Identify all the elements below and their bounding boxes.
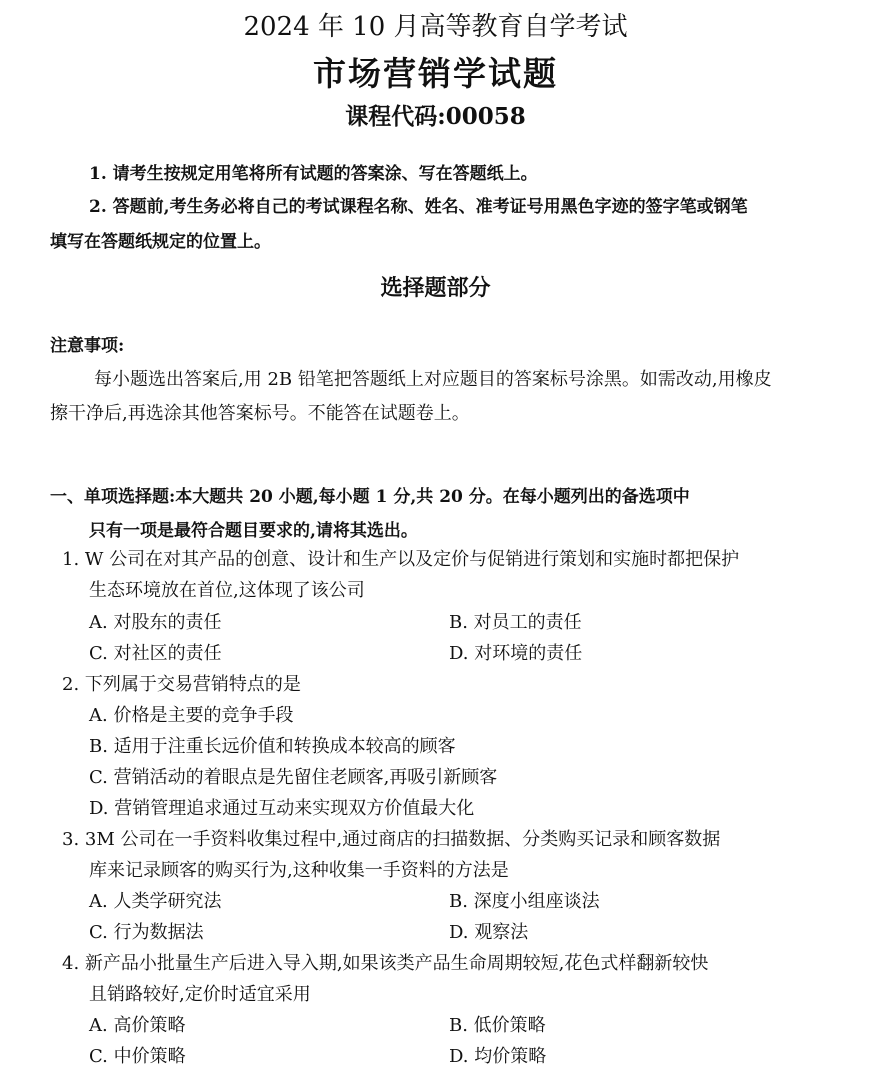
question-4-option-d: D. 均价策略 <box>449 1046 547 1067</box>
notice-line-2: 擦干净后,再选涂其他答案标号。不能答在试题卷上。 <box>50 403 470 424</box>
notice-heading: 注意事项: <box>50 336 125 356</box>
instruction-2-continued: 填写在答题纸规定的位置上。 <box>50 232 271 252</box>
part-one-heading-continued: 只有一项是最符合题目要求的,请将其选出。 <box>89 521 418 541</box>
question-4-option-a: A. 高价策略 <box>89 1015 186 1036</box>
question-2-stem: 2. 下列属于交易营销特点的是 <box>62 674 301 695</box>
question-2-option-a: A. 价格是主要的竞争手段 <box>89 705 294 726</box>
question-3-option-a: A. 人类学研究法 <box>89 891 222 912</box>
course-code: 课程代码:00058 <box>345 103 526 130</box>
question-4-option-b: B. 低价策略 <box>449 1015 546 1036</box>
subject-title: 市场营销学试题 <box>313 54 558 93</box>
instruction-1: 1. 请考生按规定用笔将所有试题的答案涂、写在答题纸上。 <box>89 164 538 184</box>
question-3-option-b: B. 深度小组座谈法 <box>449 891 600 912</box>
exam-session-line: 2024 年 10 月高等教育自学考试 <box>243 12 628 42</box>
question-3-stem-continued: 库来记录顾客的购买行为,这种收集一手资料的方法是 <box>89 860 509 881</box>
part-one-heading: 一、单项选择题:本大题共 20 小题,每小题 1 分,共 20 分。在每小题列出的备选项中 <box>50 487 690 507</box>
question-1-option-b: B. 对员工的责任 <box>449 612 582 633</box>
question-2-option-b: B. 适用于注重长远价值和转换成本较高的顾客 <box>89 736 456 757</box>
question-2-option-c: C. 营销活动的着眼点是先留住老顾客,再吸引新顾客 <box>89 767 498 788</box>
question-3-stem: 3. 3M 公司在一手资料收集过程中,通过商店的扫描数据、分类购买记录和顾客数据 <box>62 829 721 850</box>
question-3-option-c: C. 行为数据法 <box>89 922 204 943</box>
question-1-stem-continued: 生态环境放在首位,这体现了该公司 <box>89 580 365 601</box>
instruction-2: 2. 答题前,考生务必将自己的考试课程名称、姓名、准考证号用黑色字迹的签字笔或钢笔 <box>89 197 748 217</box>
question-3-option-d: D. 观察法 <box>449 922 529 943</box>
question-4-stem-continued: 且销路较好,定价时适宜采用 <box>89 984 311 1005</box>
question-2-option-d: D. 营销管理追求通过互动来实现双方价值最大化 <box>89 798 475 819</box>
notice-line-1: 每小题选出答案后,用 2B 铅笔把答题纸上对应题目的答案标号涂黑。如需改动,用橡皮 <box>94 369 772 390</box>
question-1-stem: 1. W 公司在对其产品的创意、设计和生产以及定价与促销进行策划和实施时都把保护 <box>62 549 740 570</box>
question-1-option-c: C. 对社区的责任 <box>89 643 222 664</box>
question-4-stem: 4. 新产品小批量生产后进入导入期,如果该类产品生命周期较短,花色式样翻新较快 <box>62 953 709 974</box>
question-1-option-a: A. 对股东的责任 <box>89 612 222 633</box>
section-title: 选择题部分 <box>380 275 491 301</box>
question-1-option-d: D. 对环境的责任 <box>449 643 583 664</box>
question-4-option-c: C. 中价策略 <box>89 1046 186 1067</box>
